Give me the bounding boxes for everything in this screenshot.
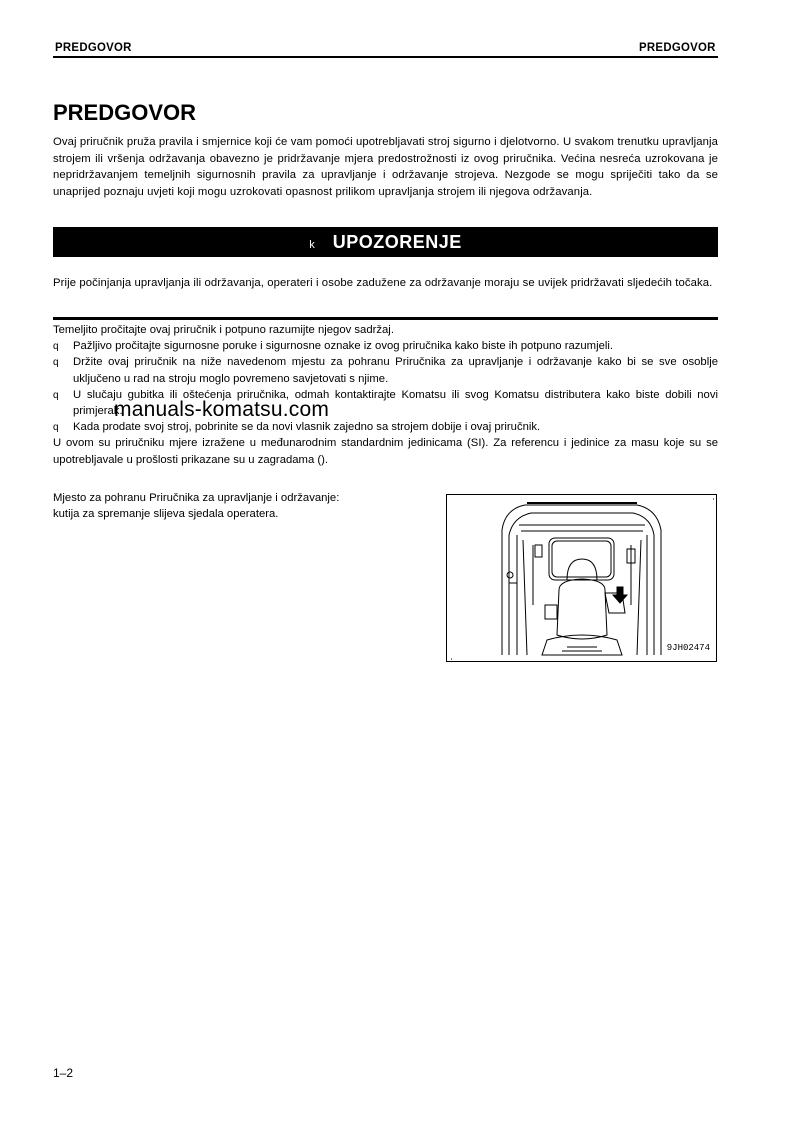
watermark: manuals-komatsu.com — [114, 398, 330, 421]
list-lead: Temeljito pročitajte ovaj priručnik i potpuno razumijte njegov sadržaj. — [53, 324, 394, 336]
bullet-icon: q — [53, 341, 59, 353]
page-title: PREDGOVOR — [53, 100, 197, 125]
list-item: q Kada prodate svoj stroj, pobrinite se da novi vlasnik zajedno sa strojem dobije i ovaj priručnik. — [53, 419, 718, 435]
page-header — [53, 38, 718, 58]
cab-illustration — [446, 494, 717, 662]
header-left: PREDGOVOR — [55, 40, 132, 54]
list-trailer: U ovom su priručniku mjere izražene u međunarodnim standardnim jedinicama (SI). Za referencu i jedinice za masu koje su se upotrebljavale u prošlosti prikazane su u zagradama (). — [53, 437, 718, 466]
warning-banner — [53, 227, 718, 257]
list-item: q Držite ovaj priručnik na niže navedenom mjestu za pohranu Priručnika za upravljanje i održavanje kako bi se sve osoblje uključeno u rad na stroju moglo povremeno savjetovati s njime. — [53, 356, 718, 385]
warning-intro: Prije počinjanja upravljanja ili održavanja, operateri i osobe zadužene za održavanje moraju se uvijek pridržavati sljedećih točaka. — [53, 277, 713, 289]
cab-drawing-icon — [447, 495, 718, 663]
storage-location-text: Mjesto za pohranu Priručnika za upravljanje i održavanje: kutija za spremanje slijeva sjedala operatera. — [53, 492, 340, 520]
bullet-icon: q — [53, 357, 59, 369]
list-item: q U slučaju gubitka ili oštećenja priručnika, odmah kontaktirajte Komatsu ili svog Komatsu distributera kako biste dobili novi primjerak. — [53, 388, 718, 418]
bullet-icon: q — [53, 389, 59, 401]
bullet-icon: q — [53, 422, 59, 434]
warning-icon: k — [309, 239, 315, 251]
intro-paragraph: Ovaj priručnik pruža pravila i smjernice koji će vam pomoći upotrebljavati stroj sigurno i djelotvorno. U svakom trenutku upravljanja strojem ili vršenja održavanja obavezno je pridržavanje mjera predostrožnosti iz ovog priručnika. Većina nesreća uzrokovana je nepridržavanjem temeljnih sigurnosnih pravila za upravljanje i održavanje strojeva. Nezgode se mogu spriječiti tako da se unaprijed poznaju uvjeti koji mogu uzrokovati opasnost prilikom upravljanja strojem ili njegova održavanja. — [53, 136, 718, 198]
divider — [53, 317, 718, 320]
list-item: q Pažljivo pročitajte sigurnosne poruke i sigurnosne oznake iz ovog priručnika kako biste ih potpuno razumjeli. — [53, 338, 718, 354]
page-number: 1–2 — [53, 1066, 74, 1080]
warning-list — [53, 322, 718, 468]
header-right: PREDGOVOR — [639, 40, 716, 54]
figure-id: 9JH02474 — [666, 643, 710, 653]
warning-label: UPOZORENJE — [332, 231, 462, 252]
